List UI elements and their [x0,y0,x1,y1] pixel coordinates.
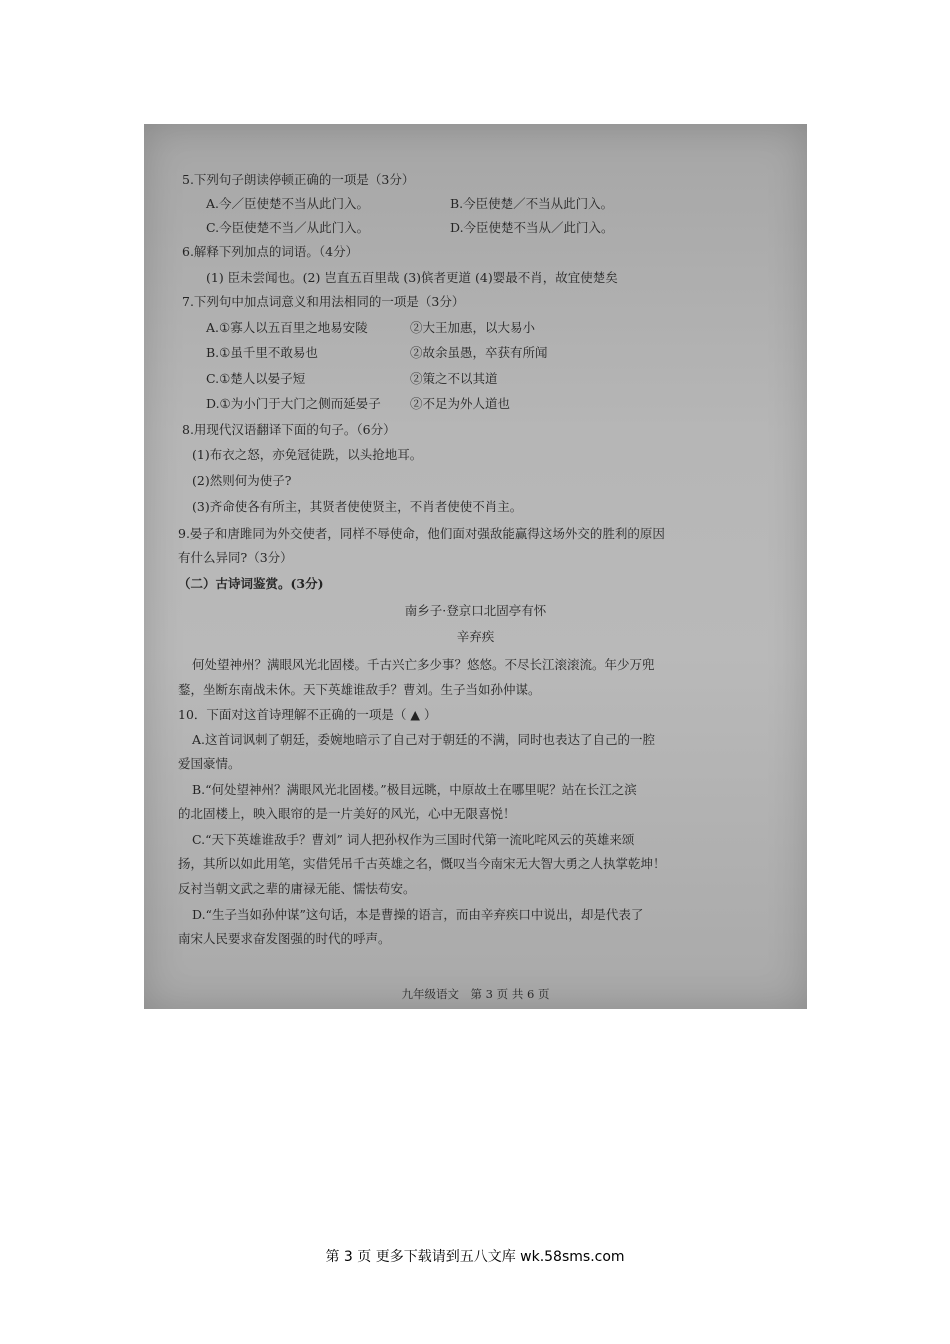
poem-title: 南乡子·登京口北固亭有怀 [404,603,547,618]
q10-b-line-2: 的北固楼上，映入眼帘的是一片美好的风光，心中无限喜悦！ [178,806,516,821]
q8-sentence-2: (2)然则何为使子? [192,473,292,488]
q10-a-line-1: A.这首词讽刺了朝廷，委婉地暗示了自己对于朝廷的不满，同时也表达了自己的一腔 [192,732,656,747]
section-2-heading: （二）古诗词鉴赏。(3分) [178,576,324,591]
poem-line-2: 鍪，坐断东南战未休。天下英雄谁敌手？曹刘。生子当如孙仲谋。 [178,682,541,697]
q8-sentence-1: (1)布衣之怒，亦免冠徒跣，以头抢地耳。 [192,447,423,462]
q7-title: 7.下列句中加点词意义和用法相同的一项是（3分） [182,294,465,309]
exam-page-footer: 九年级语文 第 3 页 共 6 页 [401,987,550,1001]
q10-a-line-2: 爱国豪情。 [178,756,241,771]
exam-content [144,124,807,1009]
q5-option-a: A.今／臣使楚不当从此门入。 [206,196,370,211]
q7-b-1: B.①虽千里不敢易也 [206,345,318,360]
poem-author: 辛弃疾 [456,629,495,644]
q10-c-line-1: C.“天下英雄谁敌手？曹刘” 词人把孙权作为三国时代第一流叱咤风云的英雄来颂 [192,832,635,847]
q7-b-2: ②故余虽愚，卒获有所闻 [410,345,548,360]
scanned-exam-photo [144,124,807,1009]
q9-line-2: 有什么异同?（3分） [178,550,293,565]
q10-c-line-2: 扬，其所以如此用笔，实借凭吊千古英雄之名，慨叹当今南宋无大智大勇之人执掌乾坤！ [178,856,666,871]
document-footer: 第 3 页 更多下载请到五八文库 wk.58sms.com [325,1249,625,1265]
q10-d-line-1: D.“生子当如孙仲谋”这句话，本是曹操的语言，而由辛弃疾口中说出，却是代表了 [192,907,644,922]
q7-d-1: D.①为小门于大门之侧而延晏子 [206,396,381,411]
q7-a-1: A.①寡人以五百里之地易安陵 [206,320,368,335]
q5-option-c: C.今臣使楚不当／从此门入。 [206,220,370,235]
q7-c-1: C.①楚人以晏子短 [206,371,306,386]
q6-items: (1) 臣未尝闻也。(2) 岂直五百里哉 (3)傧者更道 (4)婴最不肖，故宜使楚矣 [206,270,618,285]
q6-title: 6.解释下列加点的词语。（4分） [182,244,359,259]
q5-title: 5.下列句子朗读停顿正确的一项是（3分） [182,172,415,187]
q10-d-line-2: 南宋人民要求奋发图强的时代的呼声。 [178,931,391,946]
poem-line-1: 何处望神州？满眼风光北固楼。千古兴亡多少事？悠悠。不尽长江滚滚流。年少万兜 [192,657,655,672]
q10-title: 10．下面对这首诗理解不正确的一项是（ ▲ ） [178,707,437,722]
q10-b-line-1: B.“何处望神州？满眼风光北固楼。”极目远眺，中原故土在哪里呢？站在长江之滨 [192,782,637,797]
q9-line-1: 9.晏子和唐雎同为外交使者，同样不辱使命，他们面对强敌能赢得这场外交的胜利的原因 [178,526,665,541]
q7-a-2: ②大王加惠，以大易小 [410,320,536,335]
q7-d-2: ②不足为外人道也 [410,396,511,411]
q8-sentence-3: (3)齐命使各有所主，其贤者使使贤主，不肖者使使不肖主。 [192,499,523,514]
q8-title: 8.用现代汉语翻译下面的句子。（6分） [182,422,396,437]
q10-c-line-3: 反衬当朝文武之辈的庸禄无能、懦怯苟安。 [178,881,416,896]
q5-option-d: D.今臣使楚不当从／此门入。 [450,220,614,235]
q5-option-b: B.今臣使楚／不当从此门入。 [450,196,614,211]
q7-c-2: ②策之不以其道 [410,371,498,386]
